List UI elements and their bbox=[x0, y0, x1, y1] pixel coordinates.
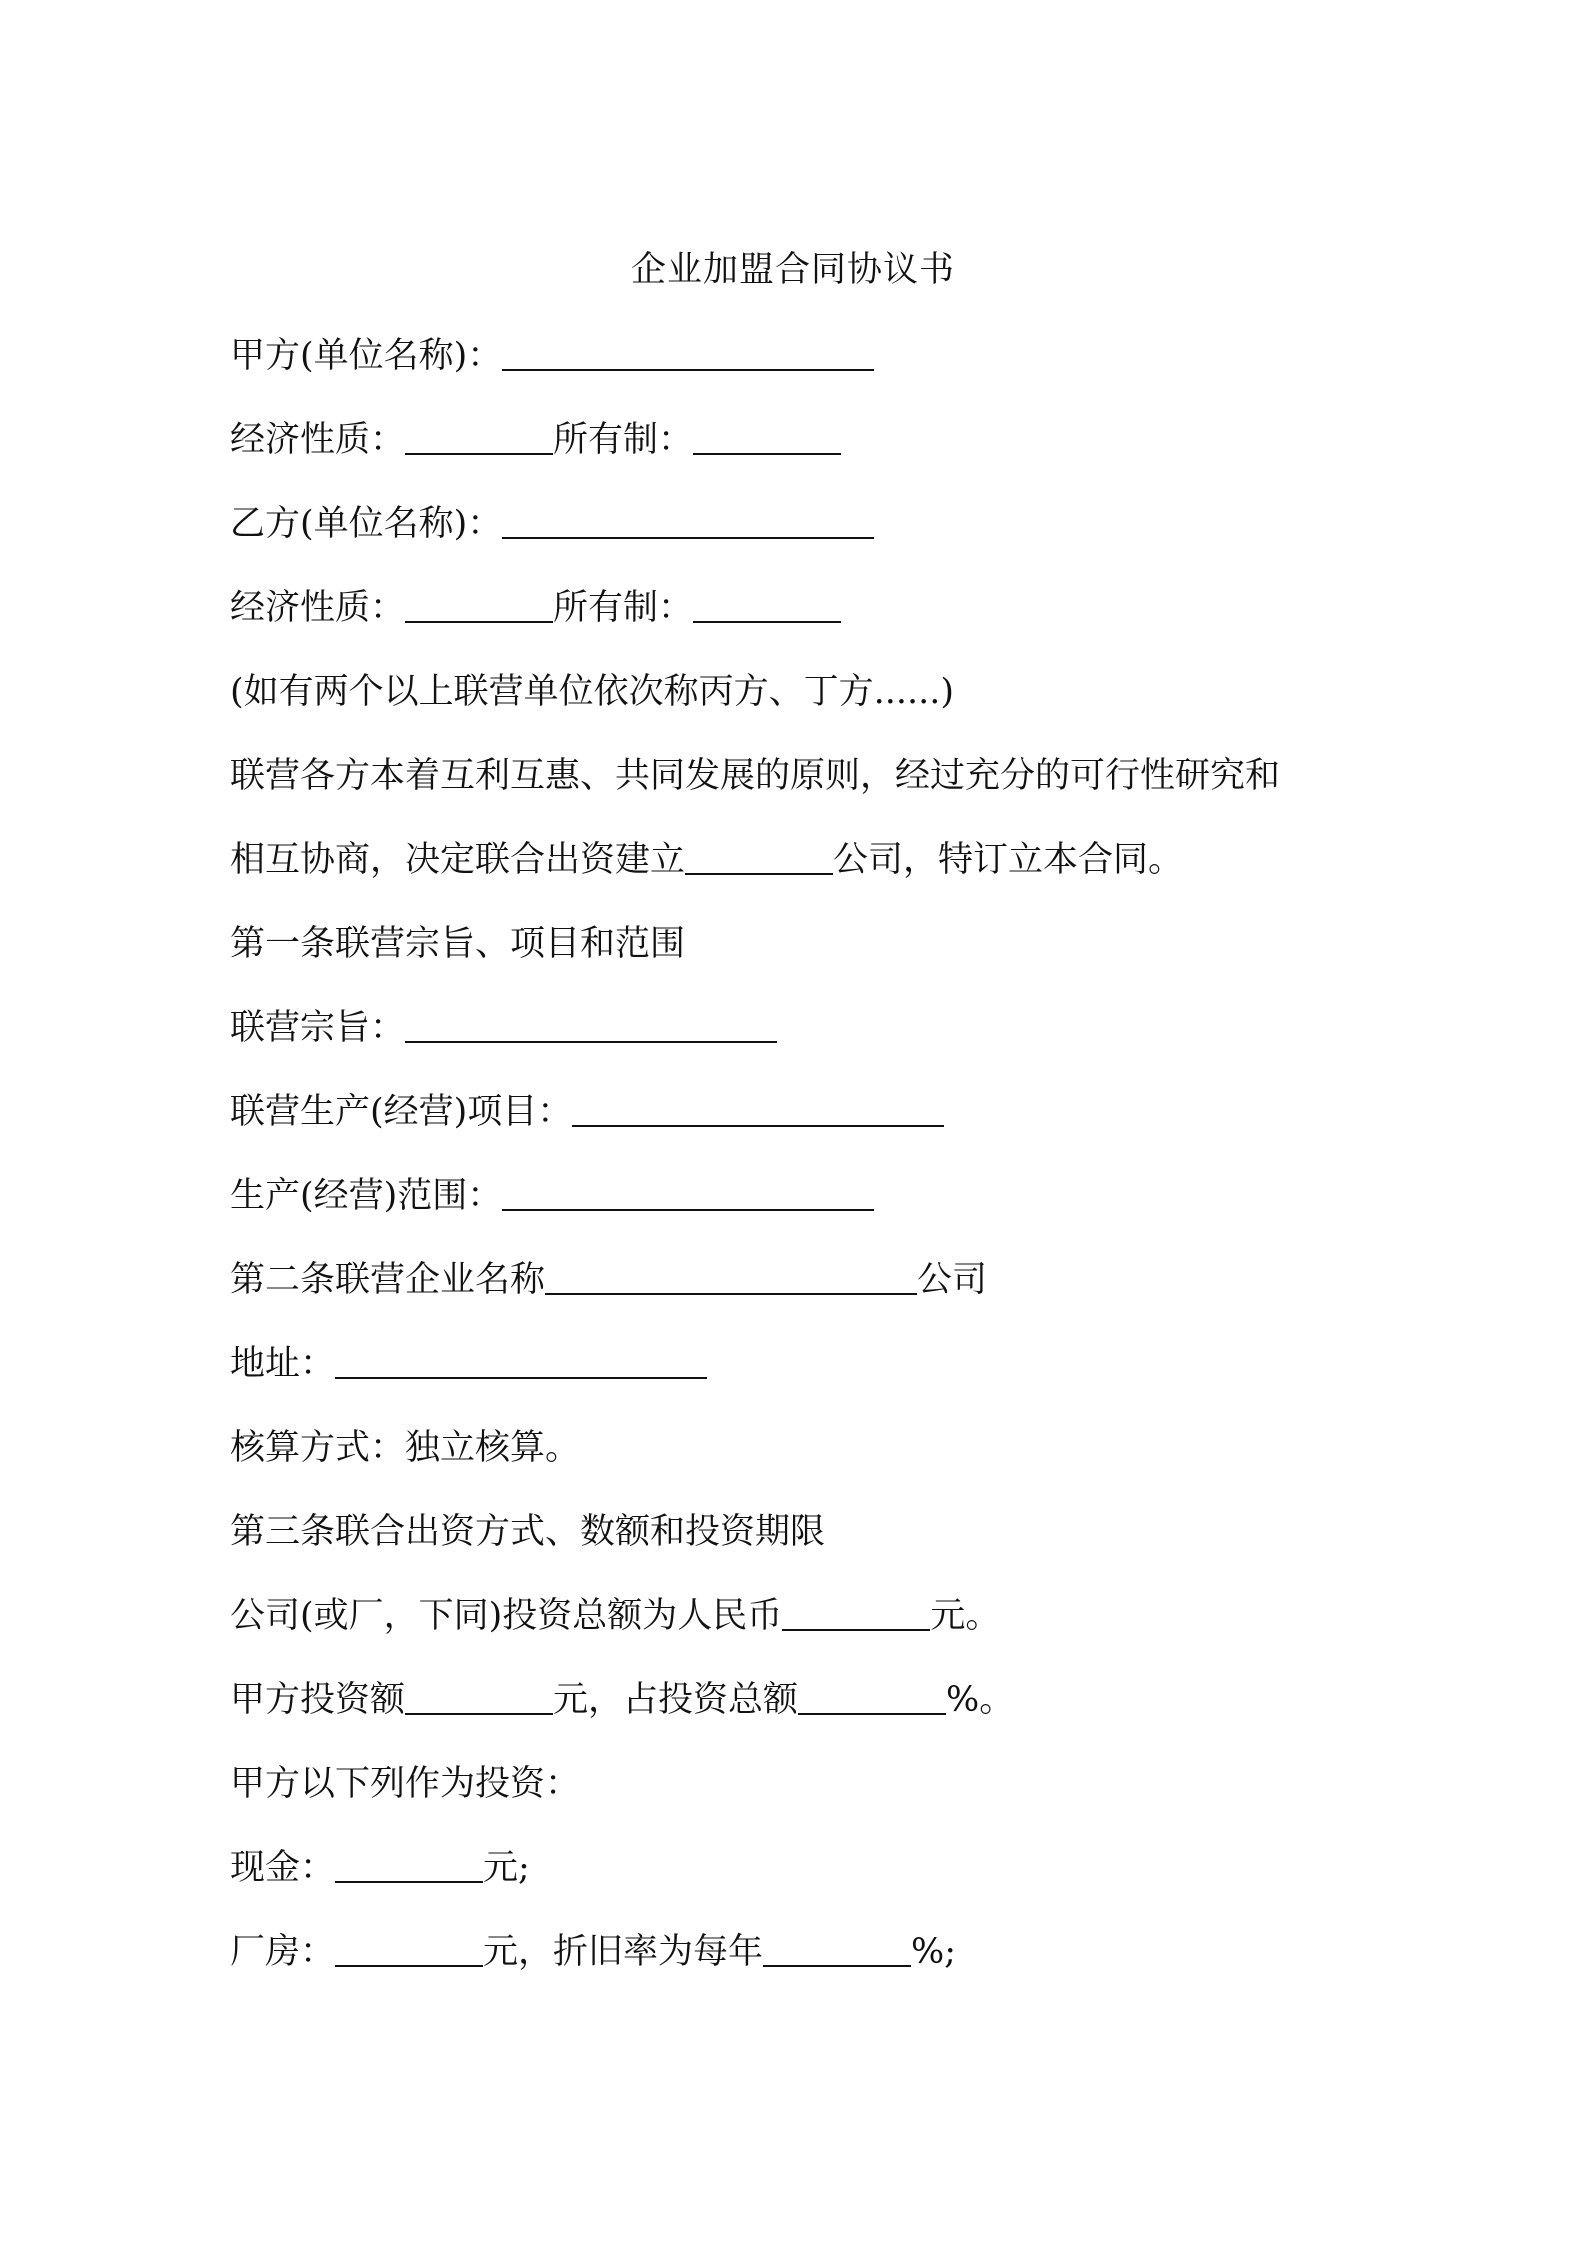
party-a-ownership-blank[interactable] bbox=[693, 417, 841, 455]
accounting-line: 核算方式：独立核算。 bbox=[230, 1428, 581, 1468]
factory-after: %; bbox=[911, 1932, 957, 1972]
party-a-investment-line bbox=[230, 1674, 1014, 1726]
address-line bbox=[230, 1338, 707, 1390]
party-a-ownership-label: 所有制： bbox=[553, 420, 694, 460]
party-b-ownership-blank[interactable] bbox=[693, 585, 841, 623]
party-b-nature-label: 经济性质： bbox=[230, 588, 406, 628]
cash-label: 现金： bbox=[230, 1848, 336, 1888]
party-a-nature-blank[interactable] bbox=[405, 417, 553, 455]
total-investment-line bbox=[230, 1590, 1000, 1642]
party-a-investment-middle: 元，占投资总额 bbox=[553, 1680, 799, 1720]
project-blank[interactable] bbox=[572, 1089, 944, 1127]
article-3-heading: 第三条联合出资方式、数额和投资期限 bbox=[230, 1512, 826, 1552]
address-blank[interactable] bbox=[335, 1341, 707, 1379]
party-a-investment-percent-blank[interactable] bbox=[798, 1677, 946, 1715]
party-a-investment-amount-blank[interactable] bbox=[405, 1677, 553, 1715]
article-2-line bbox=[230, 1254, 987, 1306]
article-2-before: 第二条联营企业名称 bbox=[230, 1260, 546, 1300]
party-b-ownership-label: 所有制： bbox=[553, 588, 694, 628]
factory-middle: 元，折旧率为每年 bbox=[483, 1932, 764, 1972]
address-label: 地址： bbox=[230, 1344, 336, 1384]
party-a-name-label: 甲方(单位名称)： bbox=[230, 336, 503, 376]
factory-label: 厂房： bbox=[230, 1932, 336, 1972]
cash-blank[interactable] bbox=[335, 1845, 483, 1883]
intro-line2-after: 公司，特订立本合同。 bbox=[833, 840, 1184, 880]
party-b-nature-line bbox=[230, 582, 841, 634]
party-a-nature-label: 经济性质： bbox=[230, 420, 406, 460]
project-line bbox=[230, 1086, 944, 1138]
scope-blank[interactable] bbox=[502, 1173, 874, 1211]
intro-paragraph-line-2 bbox=[230, 834, 1183, 886]
purpose-blank[interactable] bbox=[405, 1005, 777, 1043]
intro-paragraph-line-1: 联营各方本着互利互惠、共同发展的原则，经过充分的可行性研究和 bbox=[230, 756, 1281, 796]
party-b-name-line bbox=[230, 498, 874, 550]
party-a-name-blank[interactable] bbox=[502, 333, 874, 371]
factory-amount-blank[interactable] bbox=[335, 1929, 483, 1967]
cash-line bbox=[230, 1842, 530, 1894]
party-a-nature-line bbox=[230, 414, 841, 466]
total-investment-before: 公司(或厂，下同)投资总额为人民币 bbox=[230, 1596, 783, 1636]
article-1-heading: 第一条联营宗旨、项目和范围 bbox=[230, 924, 686, 964]
project-label: 联营生产(经营)项目： bbox=[230, 1092, 573, 1132]
total-investment-blank[interactable] bbox=[782, 1593, 930, 1631]
multi-party-note: (如有两个以上联营单位依次称丙方、丁方......) bbox=[230, 672, 955, 712]
total-investment-after: 元。 bbox=[930, 1596, 1001, 1636]
party-b-nature-blank[interactable] bbox=[405, 585, 553, 623]
party-b-name-label: 乙方(单位名称)： bbox=[230, 504, 503, 544]
purpose-line bbox=[230, 1002, 777, 1054]
document-title: 企业加盟合同协议书 bbox=[630, 250, 955, 290]
party-a-name-line bbox=[230, 330, 874, 382]
party-a-investment-after: %。 bbox=[946, 1680, 1015, 1720]
article-2-after: 公司 bbox=[917, 1260, 988, 1300]
scope-label: 生产(经营)范围： bbox=[230, 1176, 503, 1216]
enterprise-name-blank[interactable] bbox=[545, 1257, 917, 1295]
company-name-blank[interactable] bbox=[685, 837, 833, 875]
party-b-name-blank[interactable] bbox=[502, 501, 874, 539]
party-a-forms-line: 甲方以下列作为投资： bbox=[230, 1764, 581, 1804]
cash-after: 元; bbox=[483, 1848, 530, 1888]
factory-line bbox=[230, 1926, 956, 1978]
party-a-investment-before: 甲方投资额 bbox=[230, 1680, 406, 1720]
scope-line bbox=[230, 1170, 874, 1222]
purpose-label: 联营宗旨： bbox=[230, 1008, 406, 1048]
depreciation-rate-blank[interactable] bbox=[763, 1929, 911, 1967]
intro-line2-before: 相互协商，决定联合出资建立 bbox=[230, 840, 686, 880]
